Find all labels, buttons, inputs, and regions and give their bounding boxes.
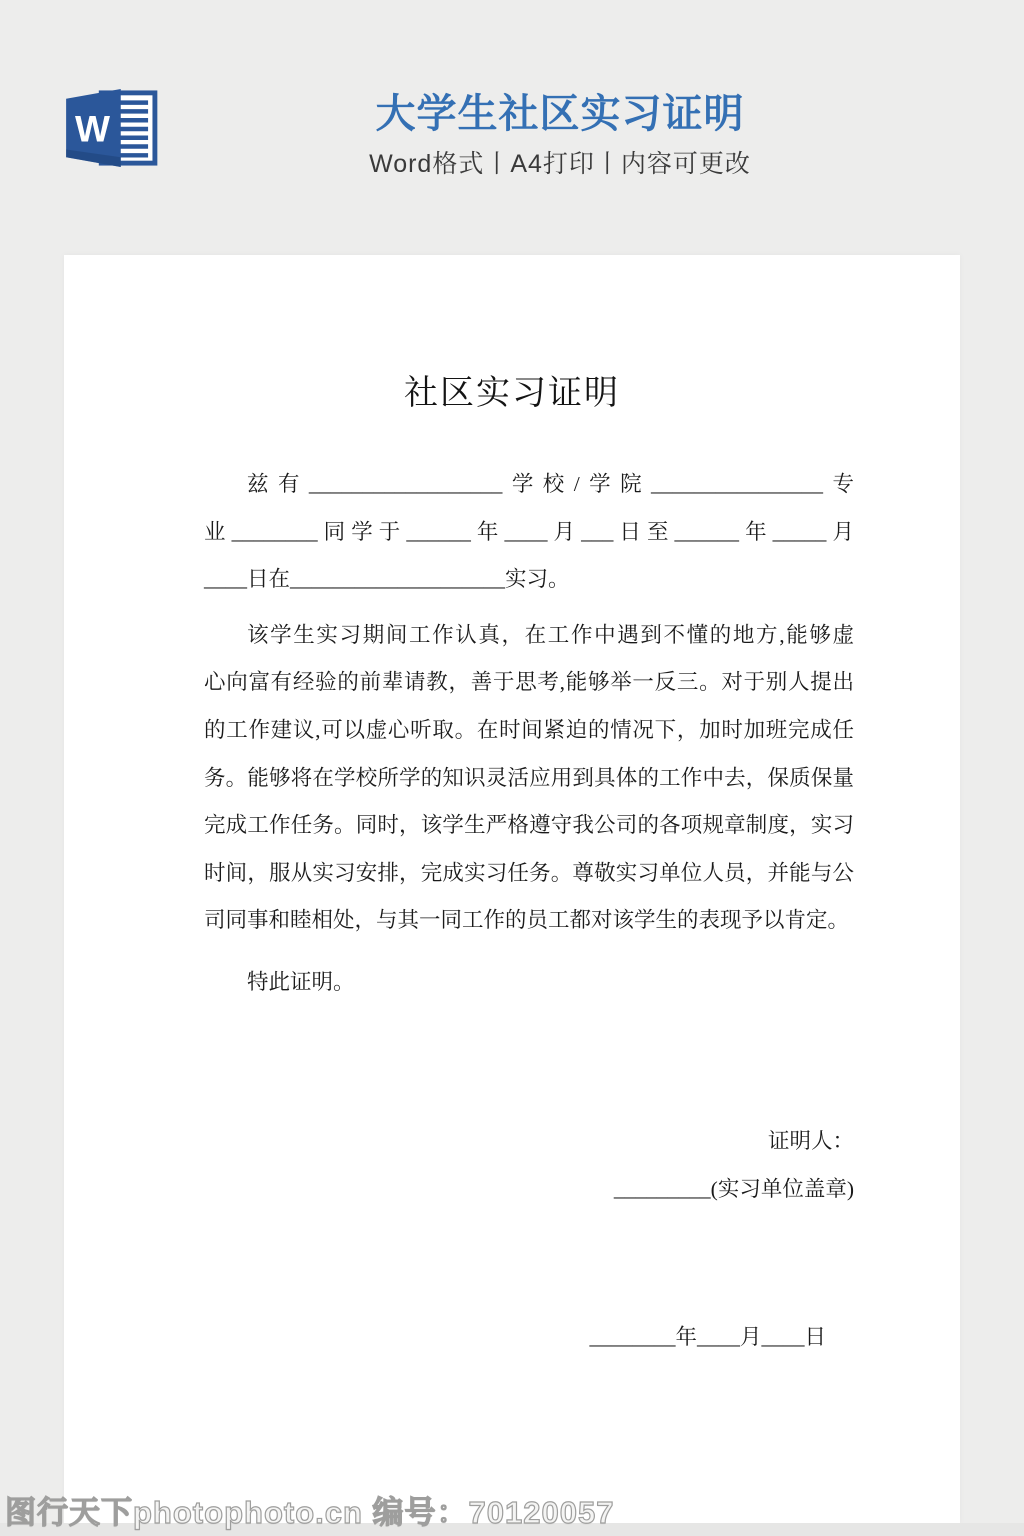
text-line: 司同事和睦相处，与其一同工作的员工都对该学生的表现予以肯定。 bbox=[204, 908, 850, 933]
text-line: 的工作建议,可以虚心听取。在时间紧迫的情况下，加时加班完成任 bbox=[204, 717, 854, 742]
page-title: 大学生社区实习证明 bbox=[375, 92, 745, 136]
word-icon bbox=[62, 88, 160, 168]
paragraph-evaluation bbox=[204, 612, 854, 945]
header bbox=[62, 88, 960, 178]
watermark-text: 图行天下photophoto.cn 编号：70120057 bbox=[5, 1495, 615, 1530]
text-line: 该学生实习期间工作认真，在工作中遇到不懂的地方,能够虚 bbox=[247, 622, 854, 647]
signer-line bbox=[204, 1069, 854, 1261]
signer-label: 证明人： bbox=[767, 1128, 854, 1153]
header-text bbox=[160, 88, 960, 178]
document-title: 社区实习证明 bbox=[404, 375, 620, 412]
text-line: ____日在____________________实习。 bbox=[204, 567, 570, 592]
page-subtitle: Word格式丨A4打印丨内容可更改 bbox=[369, 150, 751, 178]
text-line: 时间，服从实习安排，完成实习任务。尊敬实习单位人员，并能与公 bbox=[204, 860, 854, 885]
text-line: 兹有__________________学校/学院________________专 bbox=[247, 472, 854, 496]
signer-blank: _________(实习单位盖章) bbox=[613, 1176, 854, 1201]
svg-text:W: W bbox=[74, 107, 110, 150]
text-line: 心向富有经验的前辈请教，善于思考,能够举一反三。对于别人提出 bbox=[204, 670, 854, 695]
date-line: ________年____月____日 bbox=[589, 1324, 826, 1349]
closing-statement: 特此证明。 bbox=[247, 969, 355, 994]
document-page bbox=[64, 255, 960, 1523]
text-line: 完成工作任务。同时，该学生严格遵守我公司的各项规章制度，实习 bbox=[204, 813, 854, 838]
text-line: 业________同学于______年____月___日至______年_____月 bbox=[204, 519, 854, 544]
text-line: 务。能够将在学校所学的知识灵活应用到具体的工作中去，保质保量 bbox=[204, 765, 854, 790]
document-body bbox=[64, 461, 960, 1361]
paragraph-fill-in bbox=[204, 461, 854, 604]
